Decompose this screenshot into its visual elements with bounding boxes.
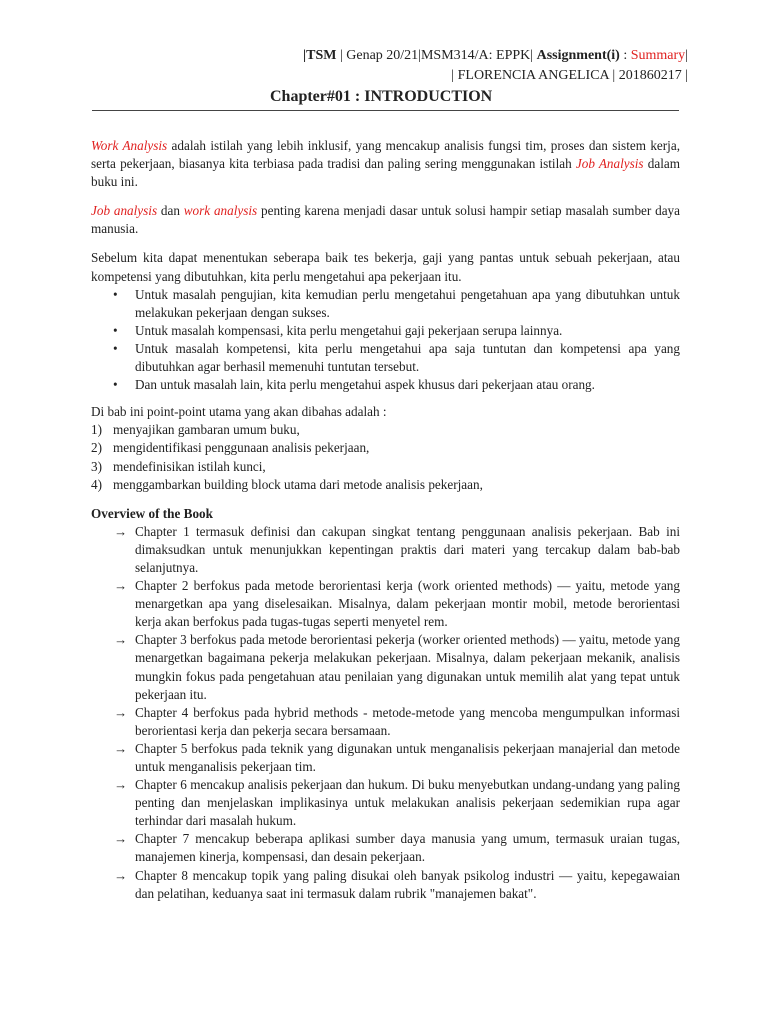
item-number: 1): [91, 422, 102, 438]
item-text: menyajikan gambaran umum buku,: [113, 422, 300, 438]
paragraph-text: adalah istilah yang lebih inklusif, yang mencakup analisis fungsi tim, proses dan sistem kerja, serta pekerjaan, biasanya kita terbiasa pada tradisi dan paling sering menggunakan istilah: [91, 138, 680, 172]
paragraph-text: dalam buku ini.: [91, 156, 680, 190]
item-number: 3): [91, 458, 102, 474]
chapter-text: Chapter 2 berfokus pada metode berorientasi kerja (work oriented methods) — yaitu, metode yang menargetkan apa yang diselesaikan. Misalnya, dalam pekerjaan montir mobil, metode berorientasi kerja akan berfokus pada tugas-tugas seperti menyetel rem.: [135, 578, 680, 630]
chapter-title: Chapter#01 : INTRODUCTION: [270, 88, 493, 105]
bullet-text: Untuk masalah kompetensi, kita perlu mengetahui apa saja tuntutan dan kompetensi apa yang dibutuhkan agar berhasil memenuhi tuntutan tersebut.: [135, 340, 680, 375]
bullet-icon: •: [113, 377, 118, 393]
arrow-right-icon: →: [114, 632, 128, 648]
bullet-icon: •: [113, 286, 118, 302]
item-text: mengidentifikasi penggunaan analisis pekerjaan,: [113, 440, 370, 456]
bullet-item: [91, 376, 680, 394]
numbered-item: [91, 476, 680, 494]
chapter-item: [91, 830, 680, 866]
paragraph-text: penting karena menjadi dasar untuk solusi hampir setiap masalah sumber daya manusia.: [91, 203, 680, 237]
header-pipe: |: [685, 48, 688, 63]
arrow-right-icon: →: [114, 831, 128, 847]
arrow-right-icon: →: [114, 777, 128, 793]
header-summary: Summary: [630, 48, 686, 63]
chapter-text: Chapter 1 termasuk definisi dan cakupan singkat tentang penggunaan analisis pekerjaan. Bab ini dimaksudkan untuk menunjukkan kepentingan praktis dari materi yang tercakup dalam bab-bab selanjutnya.: [135, 523, 680, 575]
arrow-right-icon: →: [114, 740, 128, 756]
chapter-item: [91, 577, 680, 631]
paragraph-work-analysis: [91, 137, 680, 191]
arrow-right-icon: →: [114, 523, 128, 539]
numbered-item: [91, 421, 680, 439]
chapter-text: Chapter 6 mencakup analisis pekerjaan dan hukum. Di buku menyebutkan undang-undang yang paling penting dan menjelaskan implikasinya untuk melakukan analisis pekerjaan sedemikian rupa agar terhindar dari masalah hukum.: [135, 777, 680, 829]
chapter-text: Chapter 5 berfokus pada teknik yang digunakan untuk menganalisis pekerjaan manajerial dan metode untuk menganalisis pekerjaan tim.: [135, 740, 680, 774]
term-work-analysis: Work Analysis: [91, 138, 168, 153]
term-job-analysis: Job Analysis: [575, 156, 644, 172]
overview-heading: Overview of the Book: [91, 505, 213, 521]
header-line-2: | FLORENCIA ANGELICA | 201860217 |: [451, 68, 688, 83]
bullet-text: Untuk masalah kompensasi, kita perlu mengetahui gaji pekerjaan serupa lainnya.: [135, 322, 563, 338]
chapter-text: Chapter 4 berfokus pada hybrid methods - metode-metode yang mencoba mengumpulkan informasi berorientasi kerja dan pekerja secara bersamaan.: [135, 704, 680, 738]
numbered-item: [91, 458, 680, 476]
paragraph-points: Di bab ini point-point utama yang akan dibahas adalah :: [91, 404, 387, 420]
bullet-icon: •: [113, 340, 118, 356]
paragraph-before: Sebelum kita dapat menentukan seberapa baik tes bekerja, gaji yang pantas untuk sebuah pekerjaan, atau kompetensi yang dibutuhkan, kita perlu mengetahui apa pekerjaan itu.: [91, 250, 680, 284]
chapter-item: [91, 867, 680, 903]
arrow-right-icon: →: [114, 867, 128, 883]
term-job-analysis: Job analysis: [91, 203, 158, 219]
header-colon: :: [619, 48, 631, 63]
chapter-text: Chapter 3 berfokus pada metode berorientasi pekerja (worker oriented methods) — yaitu, metode yang menargetkan bagaimana pekerja melakukan pekerjaan. Misalnya, dalam pekerjaan mekanik, analisis mungkin fokus pada pengetahuan atau penilaian yang digunakan untuk memilih alat yang tepat untuk pekerjaan itu.: [135, 632, 680, 702]
item-text: mendefinisikan istilah kunci,: [113, 458, 266, 474]
arrow-right-icon: →: [114, 704, 128, 720]
chapter-text: Chapter 7 mencakup beberapa aplikasi sumber daya manusia yang umum, termasuk uraian tugas, manajemen kinerja, kompensasi, dan desain pekerjaan.: [135, 831, 680, 865]
item-number: 4): [91, 476, 102, 492]
bullet-item: [91, 340, 680, 376]
bullet-item: [91, 286, 680, 322]
arrow-right-icon: →: [114, 578, 128, 594]
bullet-text: Untuk masalah pengujian, kita kemudian perlu mengetahui pengetahuan apa yang dibutuhkan untuk melakukan pekerjaan dengan sukses.: [135, 286, 680, 320]
item-number: 2): [91, 440, 102, 456]
chapter-text: Chapter 8 mencakup topik yang paling disukai oleh banyak psikolog industri — yaitu, kepegawaian dan pelatihan, keduanya saat ini termasuk dalam rubrik "manajemen bakat".: [135, 867, 680, 901]
chapter-list: [91, 523, 680, 903]
chapter-item: [91, 740, 680, 776]
header-assignment: Assignment(i): [536, 48, 620, 63]
header-line-1: [303, 46, 688, 66]
chapter-item: [91, 523, 680, 577]
header-tsm: |TSM: [303, 48, 337, 63]
paragraph-text: dan: [157, 203, 184, 219]
numbered-item: [91, 439, 680, 457]
term-work-analysis: work analysis: [183, 203, 258, 219]
chapter-item: [91, 631, 680, 703]
bullet-item: [91, 322, 680, 340]
bullet-list: [91, 286, 680, 395]
bullet-text: Dan untuk masalah lain, kita perlu mengetahui aspek khusus dari pekerjaan atau orang.: [135, 377, 595, 393]
document-body: [91, 137, 680, 903]
chapter-item: [91, 776, 680, 830]
numbered-list: [91, 421, 680, 493]
chapter-item: [91, 704, 680, 740]
header-course: | Genap 20/21|MSM314/A: EPPK|: [336, 48, 537, 63]
header-rule: [92, 110, 679, 111]
item-text: menggambarkan building block utama dari metode analisis pekerjaan,: [113, 476, 483, 492]
paragraph-importance: [91, 202, 680, 238]
bullet-icon: •: [113, 322, 118, 338]
